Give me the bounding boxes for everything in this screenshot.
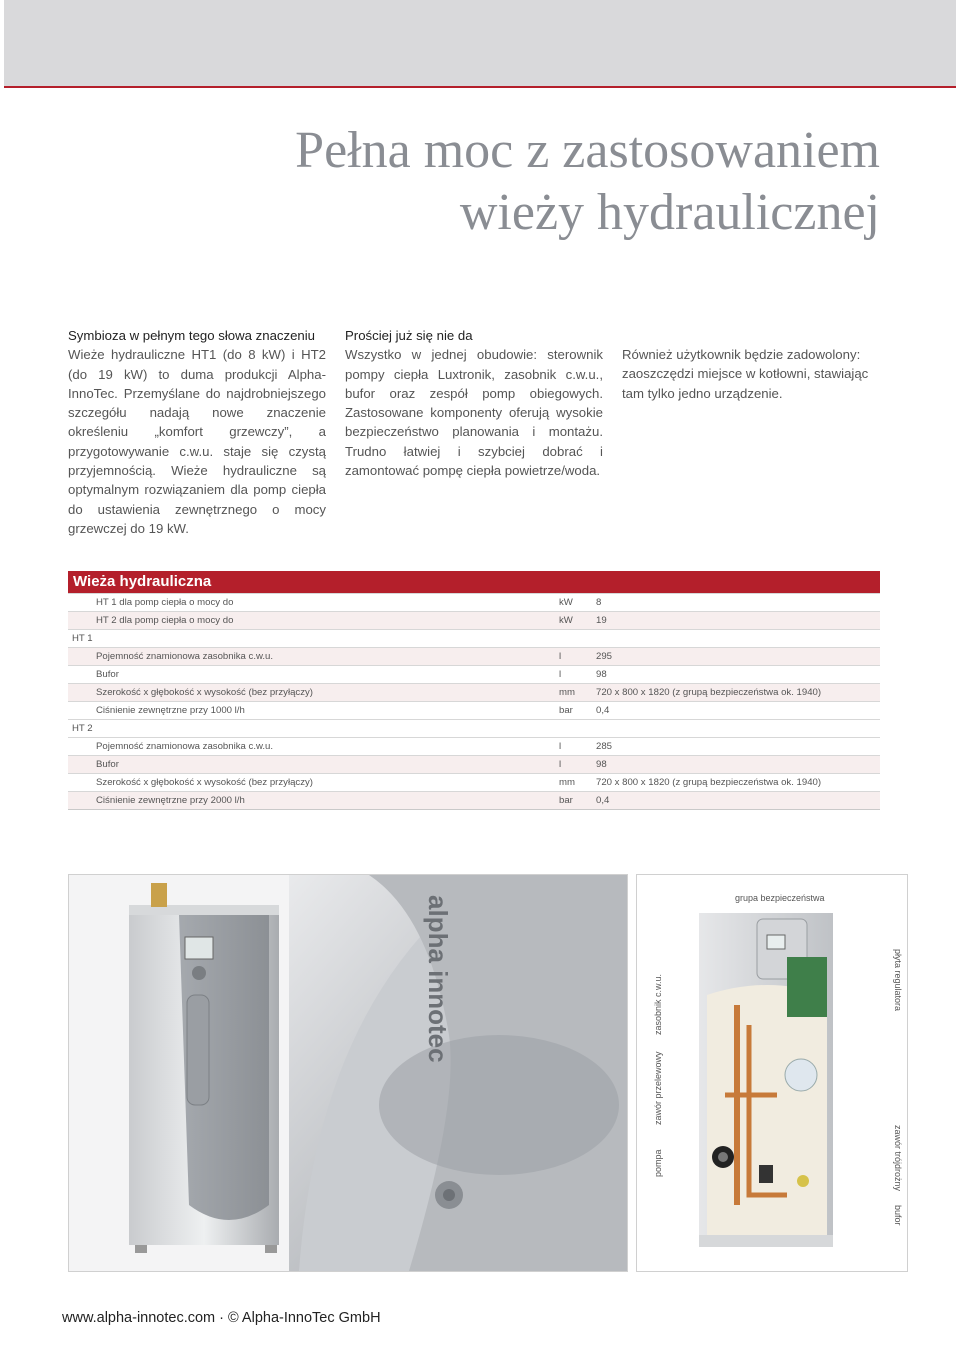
table-cell-group: HT 1 [72,633,93,644]
spec-table-body [68,593,880,809]
table-cell-value: 98 [596,669,607,680]
table-cell-value: 295 [596,651,613,662]
table-group-row [68,629,880,647]
table-cell-unit: mm [559,687,575,698]
caption-overflow-valve: zawór przelewowy [653,1051,663,1125]
page-title [295,120,880,244]
column-2-heading: Prościej już się nie da [345,328,473,343]
intro-column-3 [622,345,882,403]
caption-pump: pompa [653,1149,663,1177]
table-cell-label: Pojemność znamionowa zasobnika c.w.u. [96,741,274,752]
product-photo-interior [636,874,908,1272]
spec-table [68,571,880,810]
table-cell-value: 720 x 800 x 1820 (z grupą bezpieczeństwa ok. 1940) [596,777,822,788]
table-row [68,611,880,629]
caption-three-way-valve: zawór trójdrożny [893,1125,903,1192]
table-cell-label: Pojemność znamionowa zasobnika c.w.u. [96,651,274,662]
column-3-body: Również użytkownik będzie zadowolony: zaoszczędzi miejsce w kotłowni, stawiając tam tylko jedno urządzenie. [622,347,869,401]
table-cell-label: Ciśnienie zewnętrzne przy 1000 l/h [96,705,245,716]
caption-safety-group: grupa bezpieczeństwa [735,893,825,903]
column-2-body: Wszystko w jednej obudowie: sterownik pompy ciepła Luxtronik, zasobnik c.w.u., bufor oraz zespół pomp obiegowych. Zastosowane komponenty oferują wysokie bezpieczeństwo planowania i montażu. Trudno łatwiej i szybciej dobrać i zamontować pompę ciepła powietrze/woda. [345,347,603,479]
table-row [68,791,880,809]
table-cell-label: Bufor [96,759,119,770]
caption-controller-board: płyta regulatora [893,949,903,1012]
product-exterior-illustration [69,875,627,1271]
table-cell-label: Ciśnienie zewnętrzne przy 2000 l/h [96,795,245,806]
brand-lettering: alpha innotec [423,895,453,1063]
caption-dhw-tank: zasobnik c.w.u. [653,973,663,1035]
table-row [68,737,880,755]
intro-column-1 [68,326,326,538]
table-cell-unit: kW [559,597,573,608]
table-cell-unit: kW [559,615,573,626]
table-cell-value: 0,4 [596,795,610,806]
table-cell-value: 8 [596,597,602,608]
table-cell-value: 19 [596,615,607,626]
table-cell-unit: l [559,741,562,752]
table-cell-label: Szerokość x głębokość x wysokość (bez przyłączy) [96,777,313,788]
table-cell-group: HT 2 [72,723,93,734]
table-row [68,683,880,701]
table-cell-unit: bar [559,795,573,806]
table-cell-unit: l [559,669,562,680]
page-title-line-1: Pełna moc z zastosowaniem [295,122,880,179]
intro-column-2 [345,326,603,480]
table-cell-unit: bar [559,705,573,716]
table-row [68,593,880,611]
column-1-body: Wieże hydrauliczne HT1 (do 8 kW) i HT2 (do 19 kW) to duma produkcji Alpha-InnoTec. Przemyślane do najdrobniejszego szczegółu nadają nowe znaczenie określeniu „komfort grzewczy”, a przygotowywanie c.w.u. staje się czystą przyjemnością. Wieże hydrauliczne są optymalnym rozwiązaniem dla pomp ciepła do ustawienia zewnętrznego o mocy grzewczej do 19 kW. [68,347,326,536]
table-cell-label: Szerokość x głębokość x wysokość (bez przyłączy) [96,687,313,698]
table-cell-value: 720 x 800 x 1820 (z grupą bezpieczeństwa ok. 1940) [596,687,822,698]
table-cell-value: 285 [596,741,613,752]
table-cell-label: HT 1 dla pomp ciepła o mocy do [96,597,234,608]
table-row [68,701,880,719]
column-1-heading: Symbioza w pełnym tego słowa znaczeniu [68,328,316,343]
table-cell-unit: mm [559,777,575,788]
table-row [68,773,880,791]
table-cell-label: HT 2 dla pomp ciepła o mocy do [96,615,234,626]
table-cell-unit: l [559,759,562,770]
header-band [4,0,956,88]
table-row [68,647,880,665]
table-cell-value: 0,4 [596,705,610,716]
table-row [68,665,880,683]
table-cell-unit: l [559,651,562,662]
table-cell-value: 98 [596,759,607,770]
product-interior-illustration [637,875,907,1271]
page-title-line-2: wieży hydraulicznej [459,184,880,241]
spec-table-title: Wieża hydrauliczna [68,571,880,593]
table-row [68,755,880,773]
table-cell-label: Bufor [96,669,119,680]
product-photo-exterior [68,874,628,1272]
caption-buffer: bufor [893,1205,903,1226]
footer-url: www.alpha-innotec.com · © Alpha-InnoTec GmbH [62,1310,381,1326]
table-group-row [68,719,880,737]
